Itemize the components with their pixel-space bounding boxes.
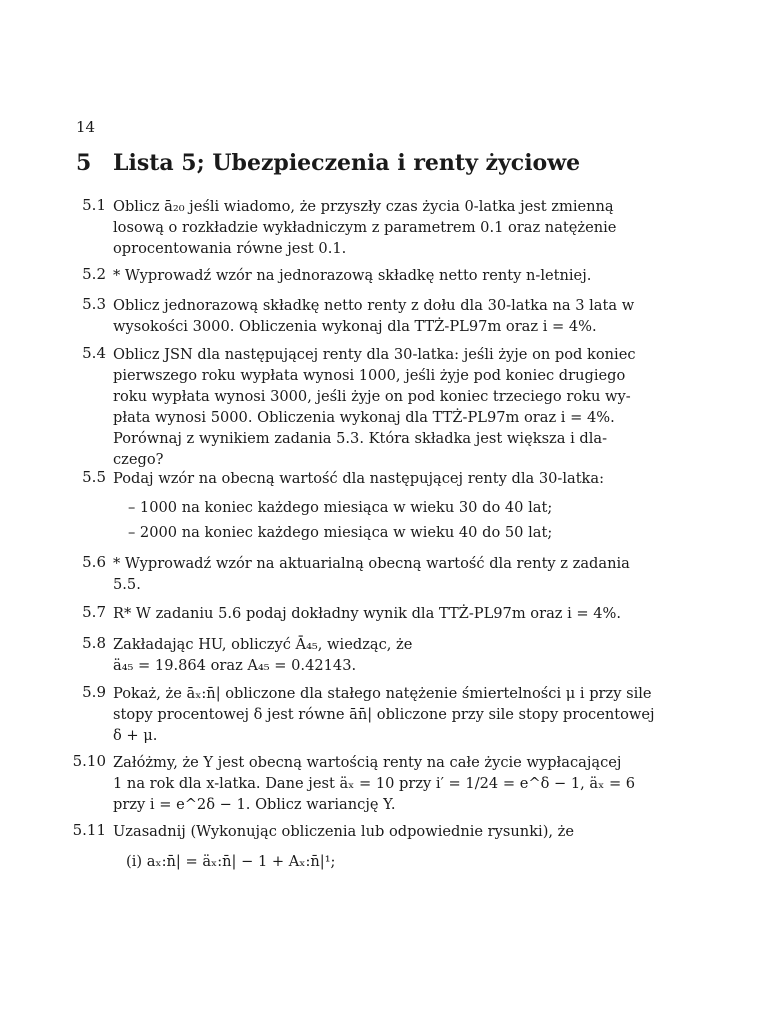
section-title: Lista 5; Ubezpieczenia i renty życiowe (113, 150, 581, 176)
text-line: Uzasadnij (Wykonując obliczenia lub odpowiednie rysunki), że (113, 823, 574, 840)
text-line: oprocentowania równe jest 0.1. (113, 240, 347, 257)
text-line: roku wypłata wynosi 3000, jeśli żyje on pod koniec trzeciego roku wy- (113, 388, 631, 405)
exercise-number: 5.6 (82, 553, 106, 571)
exercise-number: 5.5 (82, 468, 106, 486)
exercise-text (113, 196, 617, 259)
text-line: ä₄₅ = 19.864 oraz A₄₅ = 0.42143. (113, 657, 357, 674)
text-line: Pokaż, że āₓ:n̄| obliczone dla stałego natężenie śmiertelności μ i przy sile (113, 685, 652, 702)
sub-item: (i) aₓ:n̄| = äₓ:n̄| − 1 + Aₓ:n̄|¹; (126, 853, 336, 870)
exercise-text (113, 265, 592, 286)
text-line: Podaj wzór na obecną wartość dla następującej renty dla 30-latka: (113, 470, 605, 487)
text-line: Porównaj z wynikiem zadania 5.3. Która składka jest większa i dla- (113, 430, 608, 447)
text-line: losową o rozkładzie wykładniczym z parametrem 0.1 oraz natężenie (113, 219, 617, 236)
exercise-number: 5.9 (82, 683, 106, 701)
exercise-text (113, 295, 635, 337)
exercise-number: 5.7 (82, 603, 106, 621)
exercise-text (113, 752, 636, 815)
exercise-text (113, 683, 655, 746)
text-line: Zakładając HU, obliczyć Ā₄₅, wiedząc, że (113, 636, 413, 653)
exercise-number: 5.8 (82, 634, 106, 652)
text-line: 1 na rok dla x-latka. Dane jest äₓ = 10 przy i′ = 1/24 = e^δ − 1, äₓ = 6 (113, 775, 636, 792)
text-line: pierwszego roku wypłata wynosi 1000, jeśli żyje pod koniec drugiego (113, 367, 626, 384)
text-line: przy i = e^2δ − 1. Oblicz wariancję Y. (113, 796, 396, 813)
text-line: Oblicz ā₂₀ jeśli wiadomo, że przyszły czas życia 0-latka jest zmienną (113, 198, 614, 215)
text-line: 5.5. (113, 576, 141, 593)
text-line: Oblicz JSN dla następującej renty dla 30-latka: jeśli żyje on pod koniec (113, 346, 636, 363)
text-line: płata wynosi 5000. Obliczenia wykonaj dla TTŻ-PL97m oraz i = 4%. (113, 409, 615, 426)
sub-item: – 1000 na koniec każdego miesiąca w wieku 30 do 40 lat; (128, 499, 553, 516)
exercise-text (113, 603, 622, 624)
exercise-text (113, 553, 630, 595)
exercise-text (113, 344, 636, 470)
sub-item: – 2000 na koniec każdego miesiąca w wieku 40 do 50 lat; (128, 524, 553, 541)
exercise-number: 5.11 (72, 821, 106, 839)
text-line: δ + μ. (113, 727, 158, 744)
page-number: 14 (76, 118, 96, 136)
exercise-text (113, 634, 565, 676)
text-line: wysokości 3000. Obliczenia wykonaj dla TTŻ-PL97m oraz i = 4%. (113, 318, 597, 335)
text-line: stopy procentowej δ jest równe ān̄| obliczone przy sile stopy procentowej (113, 706, 655, 723)
text-line: czego? (113, 451, 164, 468)
exercise-text (113, 821, 574, 842)
exercise-number: 5.2 (82, 265, 106, 283)
text-line: R* W zadaniu 5.6 podaj dokładny wynik dla TTŻ-PL97m oraz i = 4%. (113, 605, 622, 622)
text-line: Załóżmy, że Y jest obecną wartością renty na całe życie wypłacającej (113, 754, 622, 771)
exercise-number: 5.10 (72, 752, 106, 770)
exercise-number: 5.3 (82, 295, 106, 313)
exercise-number: 5.4 (82, 344, 106, 362)
section-heading (76, 150, 580, 176)
exercise-text (113, 468, 605, 489)
exercise-number: 5.1 (82, 196, 106, 214)
text-line: Oblicz jednorazową składkę netto renty z dołu dla 30-latka na 3 lata w (113, 297, 635, 314)
text-line: * Wyprowadź wzór na aktuarialną obecną wartość dla renty z zadania (113, 555, 630, 572)
text-line: * Wyprowadź wzór na jednorazową składkę netto renty n-letniej. (113, 267, 592, 284)
section-number: 5 (76, 150, 92, 176)
